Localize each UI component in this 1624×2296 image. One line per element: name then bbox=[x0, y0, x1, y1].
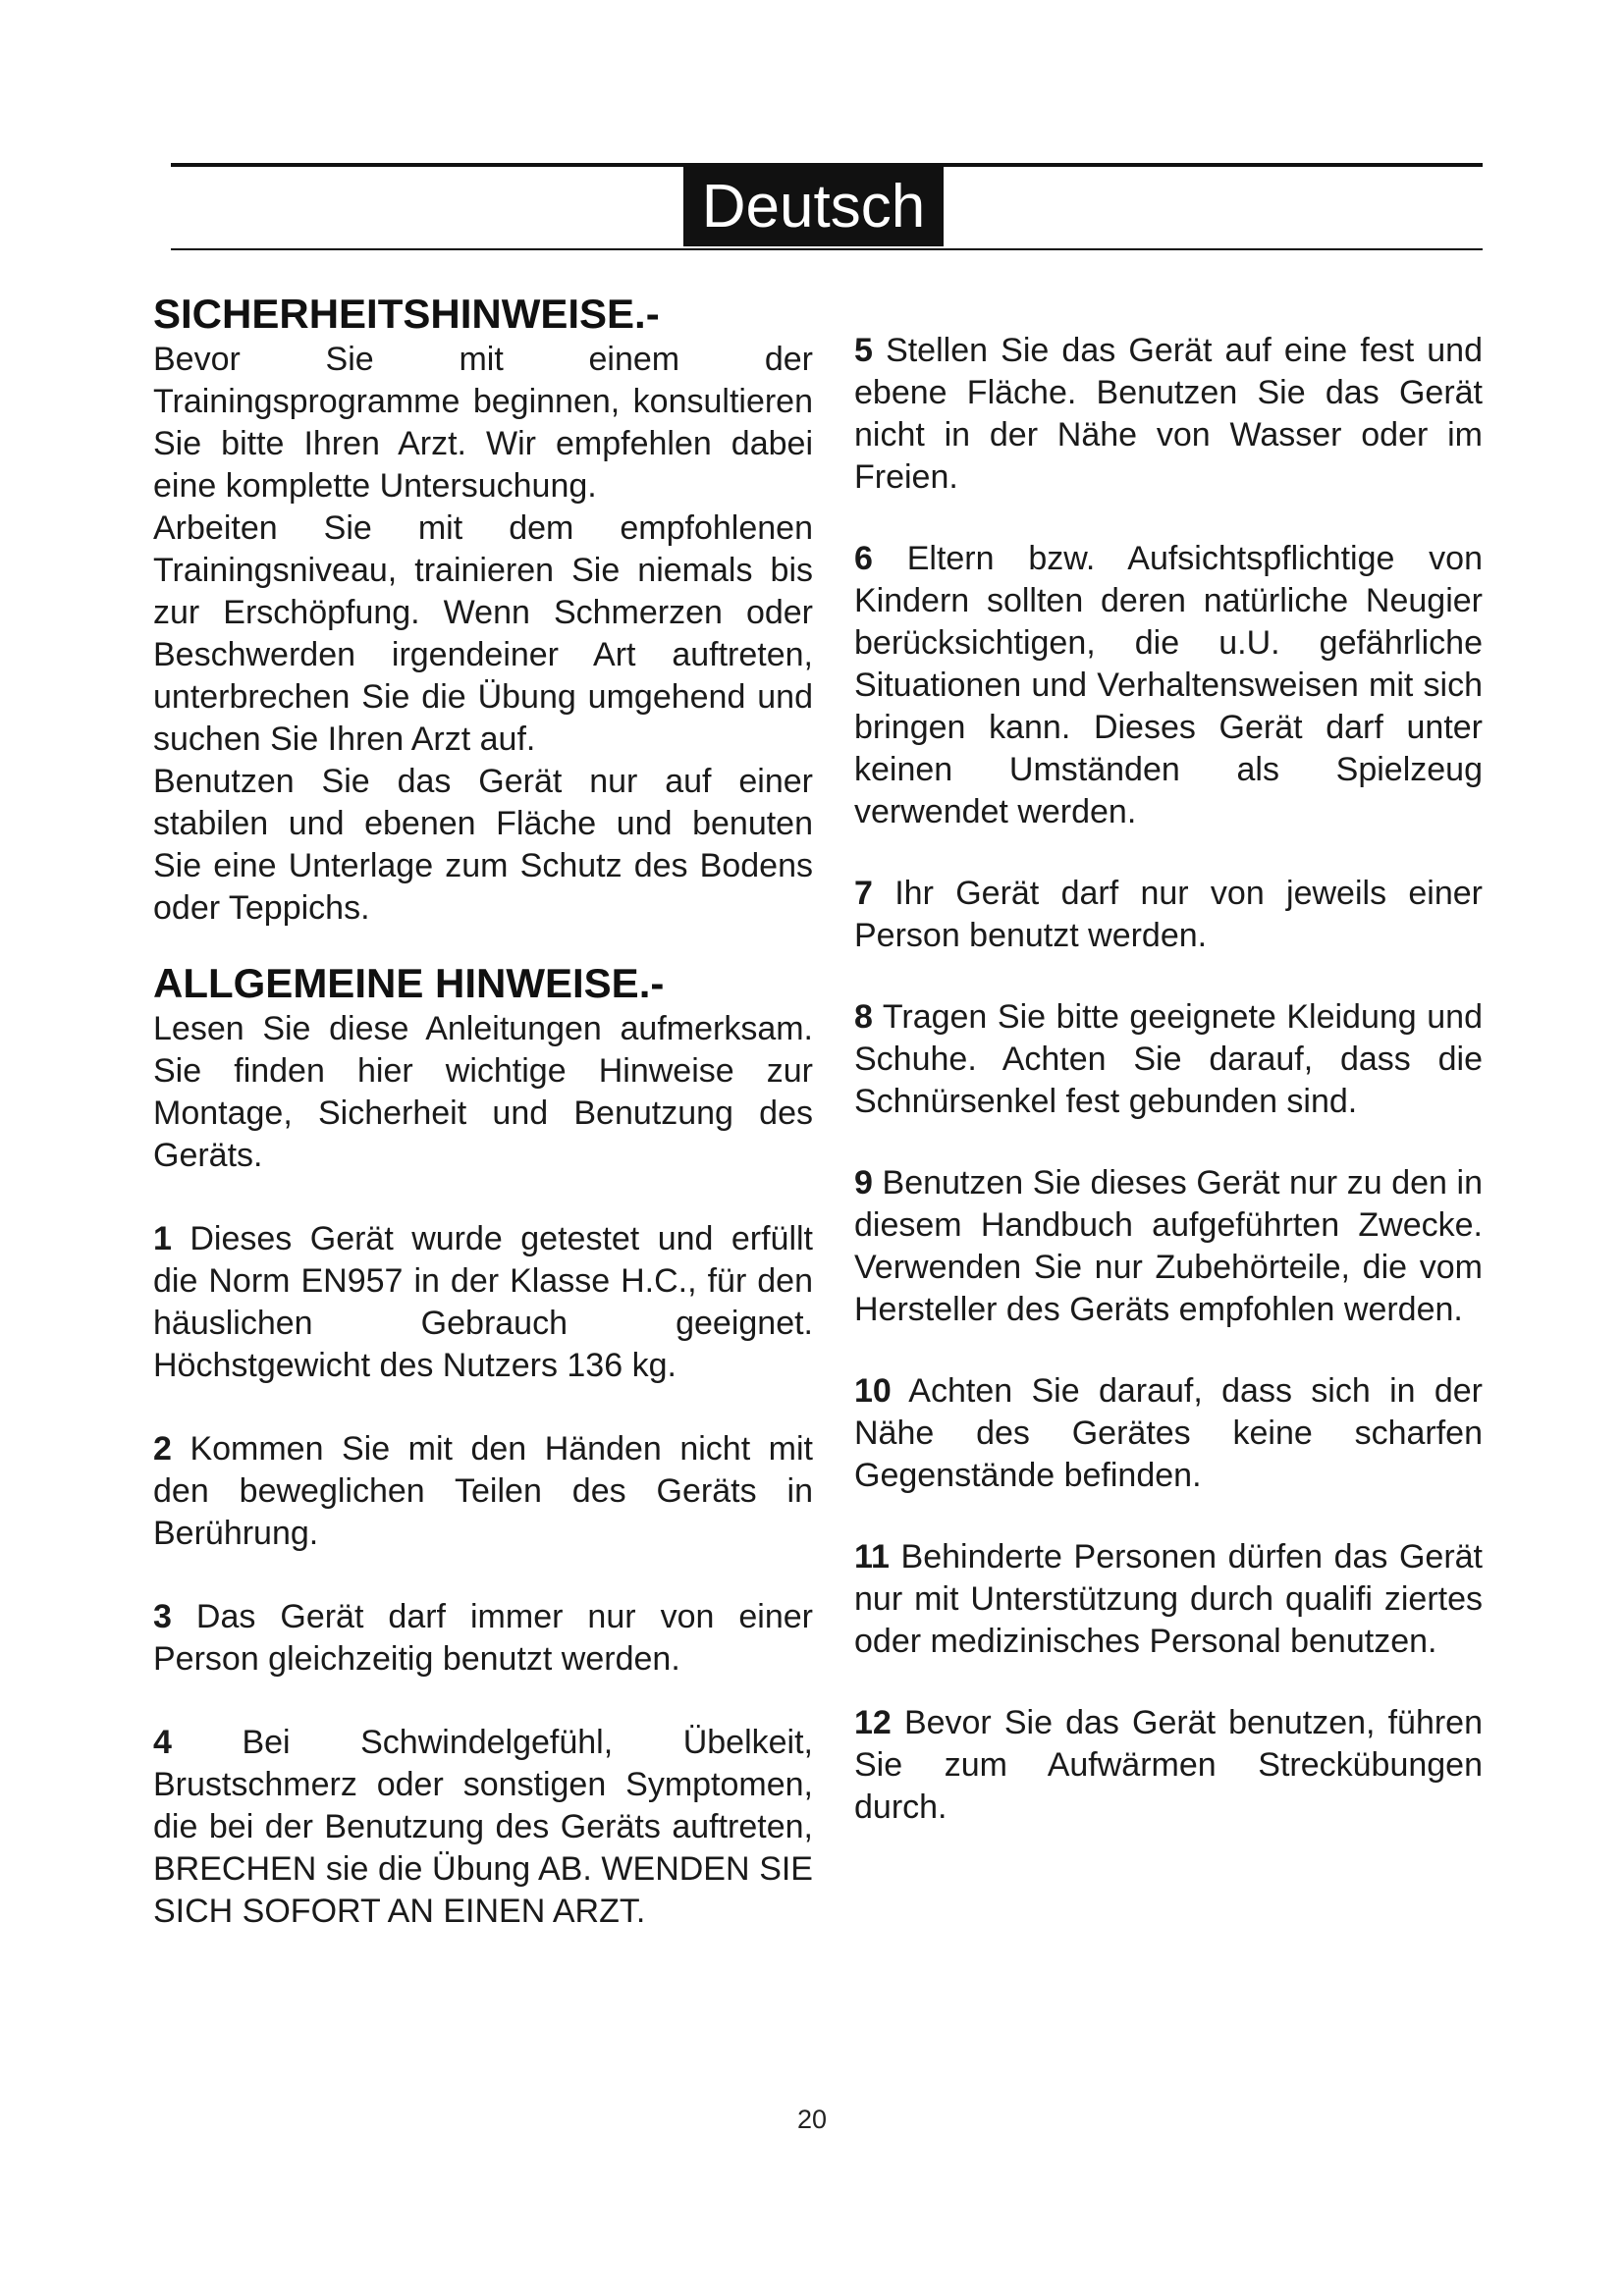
page-number: 20 bbox=[796, 2105, 828, 2134]
list-item bbox=[854, 996, 1483, 1123]
item-text: Ihr Gerät darf nur von jeweils einer Person benutzt werden. bbox=[854, 875, 1483, 954]
item-number: 9 bbox=[854, 1164, 873, 1201]
item-number: 1 bbox=[153, 1220, 172, 1257]
item-number: 3 bbox=[153, 1598, 172, 1635]
list-item bbox=[854, 1370, 1483, 1497]
item-text: Kommen Sie mit den Händen nicht mit den beweglichen Teilen des Geräts in Berührung. bbox=[153, 1430, 813, 1552]
general-heading: ALLGEMEINE HINWEISE.- bbox=[153, 960, 665, 1006]
item-number: 7 bbox=[854, 875, 873, 912]
item-number: 11 bbox=[854, 1538, 890, 1575]
safety-paragraph-1: Bevor Sie mit einem der Trainingsprogramme beginnen, konsultieren Sie bitte Ihren Arzt. Wir empfehlen dabei eine komplette Untersuchung. bbox=[153, 341, 813, 505]
safety-paragraph-2: Arbeiten Sie mit dem empfohlenen Trainingsniveau, trainieren Sie niemals bis zur Erschöpfung. Wenn Schmerzen oder Beschwerden irgendeiner Art auftreten, unterbrechen Sie die Übung umgehend und suchen Sie Ihren Arzt auf. bbox=[153, 509, 813, 758]
language-badge: Deutsch bbox=[683, 167, 944, 246]
item-number: 6 bbox=[854, 540, 873, 577]
safety-paragraph-3: Benutzen Sie das Gerät nur auf einer stabilen und ebenen Fläche und benuten Sie eine Unterlage zum Schutz des Bodens oder Teppichs. bbox=[153, 763, 813, 927]
item-number: 5 bbox=[854, 332, 873, 369]
left-items-list bbox=[153, 1218, 813, 1933]
list-item bbox=[854, 538, 1483, 833]
item-text: Tragen Sie bitte geeignete Kleidung und Schuhe. Achten Sie darauf, dass die Schnürsenkel fest gebunden sind. bbox=[854, 998, 1483, 1120]
list-item bbox=[153, 1722, 813, 1933]
item-number: 12 bbox=[854, 1704, 892, 1741]
item-number: 4 bbox=[153, 1724, 172, 1761]
item-text: Stellen Sie das Gerät auf eine fest und ebene Fläche. Benutzen Sie das Gerät nicht in der Nähe von Wasser oder im Freien. bbox=[854, 332, 1483, 496]
list-item bbox=[153, 1428, 813, 1555]
left-column bbox=[153, 290, 813, 1933]
list-item bbox=[854, 1162, 1483, 1331]
item-number: 2 bbox=[153, 1430, 172, 1468]
item-text: Das Gerät darf immer nur von einer Person gleichzeitig benutzt werden. bbox=[153, 1598, 813, 1678]
item-text: Bevor Sie das Gerät benutzen, führen Sie zum Aufwärmen Streckübungen durch. bbox=[854, 1704, 1484, 1826]
item-text: Dieses Gerät wurde getestet und erfüllt die Norm EN957 in der Klasse H.C., für den häuslichen Gebrauch geeignet. Höchstgewicht des Nutzers 136 kg. bbox=[153, 1220, 813, 1384]
list-item bbox=[854, 873, 1483, 957]
item-text: Benutzen Sie dieses Gerät nur zu den in diesem Handbuch aufgeführten Zwecke. Verwenden Sie nur Zubehörteile, die vom Hersteller des Geräts empfohlen werden. bbox=[854, 1164, 1483, 1328]
general-intro: Lesen Sie diese Anleitungen aufmerksam. Sie finden hier wichtige Hinweise zur Montage, Sicherheit und Benutzung des Geräts. bbox=[153, 1010, 813, 1174]
list-item bbox=[153, 1596, 813, 1681]
list-item bbox=[854, 1702, 1483, 1829]
list-item bbox=[854, 1536, 1483, 1663]
item-text: Eltern bzw. Aufsichtspflichtige von Kindern sollten deren natürliche Neugier berücksichtigen, die u.U. gefährliche Situationen und Verhaltensweisen mit sich bringen kann. Dieses Gerät darf unter keinen Umständen als Spielzeug verwendet werden. bbox=[854, 540, 1484, 830]
right-column bbox=[854, 330, 1483, 1829]
safety-heading: SICHERHEITSHINWEISE.- bbox=[153, 291, 660, 337]
list-item bbox=[854, 330, 1483, 499]
item-text: Behinderte Personen dürfen das Gerät nur mit Unterstützung durch qualifi ziertes oder medizinisches Personal benutzen. bbox=[854, 1538, 1483, 1660]
item-number: 10 bbox=[854, 1372, 892, 1410]
item-number: 8 bbox=[854, 998, 873, 1036]
list-item bbox=[153, 1218, 813, 1387]
header-bottom-rule bbox=[171, 248, 1483, 250]
item-text: Bei Schwindelgefühl, Übelkeit, Brustschmerz oder sonstigen Symptomen, die bei der Benutzung des Geräts auftreten, BRECHEN sie die Übung AB. WENDEN SIE SICH SOFORT AN EINEN ARZT. bbox=[153, 1724, 813, 1930]
item-text: Achten Sie darauf, dass sich in der Nähe des Gerätes keine scharfen Gegenstände befinden. bbox=[854, 1372, 1484, 1494]
